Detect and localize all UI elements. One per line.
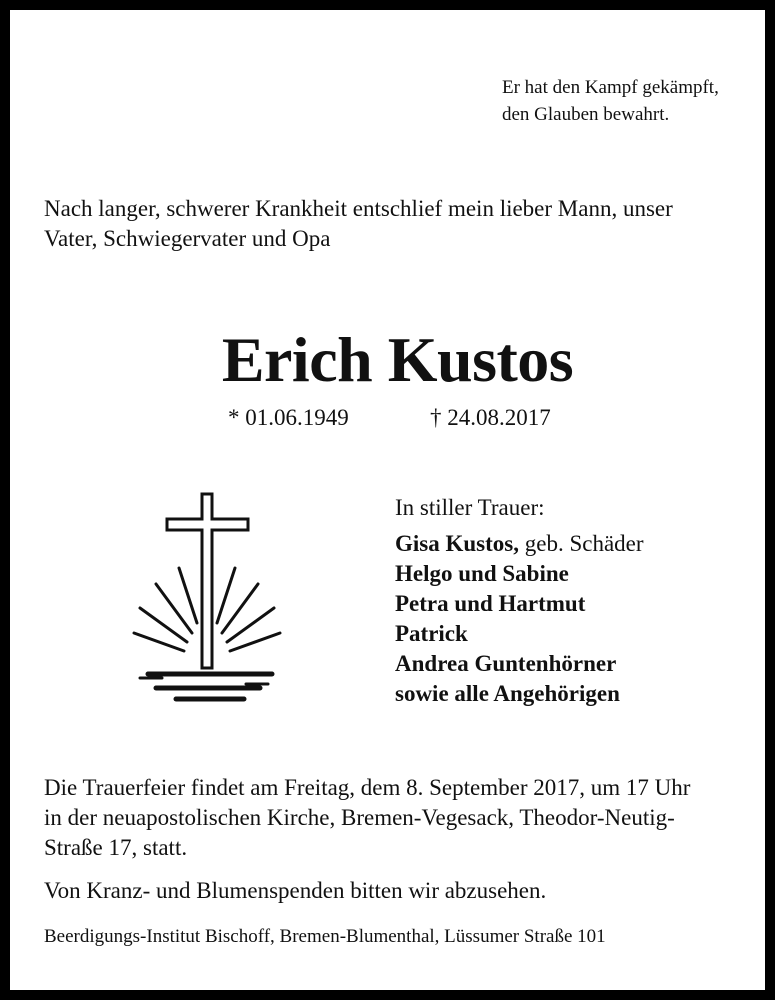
- mourner-item: Andrea Guntenhörner: [395, 651, 617, 676]
- mourner-item: Petra und Hartmut: [395, 591, 586, 616]
- service-line-3: Straße 17, statt.: [44, 835, 188, 860]
- service-line-1: Die Trauerfeier findet am Freitag, dem 8. September 2017, um 17 Uhr: [44, 775, 691, 800]
- mourner-primary-maiden: geb. Schäder: [518, 531, 644, 556]
- mourner-primary-name: Gisa Kustos,: [395, 531, 519, 556]
- intro-line-1: Nach langer, schwerer Krankheit entschlief mein lieber Mann, unser: [44, 196, 673, 221]
- mourner-item: sowie alle Angehörigen: [395, 681, 620, 706]
- service-line-2: in der neuapostolischen Kirche, Bremen-Vegesack, Theodor-Neutig-: [44, 805, 675, 830]
- mourner-item: Helgo und Sabine: [395, 561, 569, 586]
- death-date: † 24.08.2017: [430, 405, 551, 430]
- bible-quote: [502, 74, 762, 128]
- mourner-item: Patrick: [395, 621, 468, 646]
- funeral-service-info: [44, 773, 764, 863]
- flowers-note: Von Kranz- und Blumenspenden bitten wir abzusehen.: [44, 878, 547, 903]
- mourners-list: [395, 493, 765, 709]
- mourning-heading: In stiller Trauer:: [395, 495, 545, 520]
- cross-rising-sun-icon: [126, 488, 296, 708]
- undertaker-info: Beerdigungs-Institut Bischoff, Bremen-Blumenthal, Lüssumer Straße 101: [44, 926, 606, 947]
- intro-text: [44, 194, 764, 254]
- quote-line-2: den Glauben bewahrt.: [502, 104, 670, 125]
- intro-line-2: Vater, Schwiegervater und Opa: [44, 226, 331, 251]
- mourner-primary: [395, 529, 765, 559]
- quote-line-1: Er hat den Kampf gekämpft,: [502, 77, 719, 98]
- deceased-name: Erich Kustos: [221, 324, 574, 395]
- birth-date: * 01.06.1949: [228, 405, 349, 430]
